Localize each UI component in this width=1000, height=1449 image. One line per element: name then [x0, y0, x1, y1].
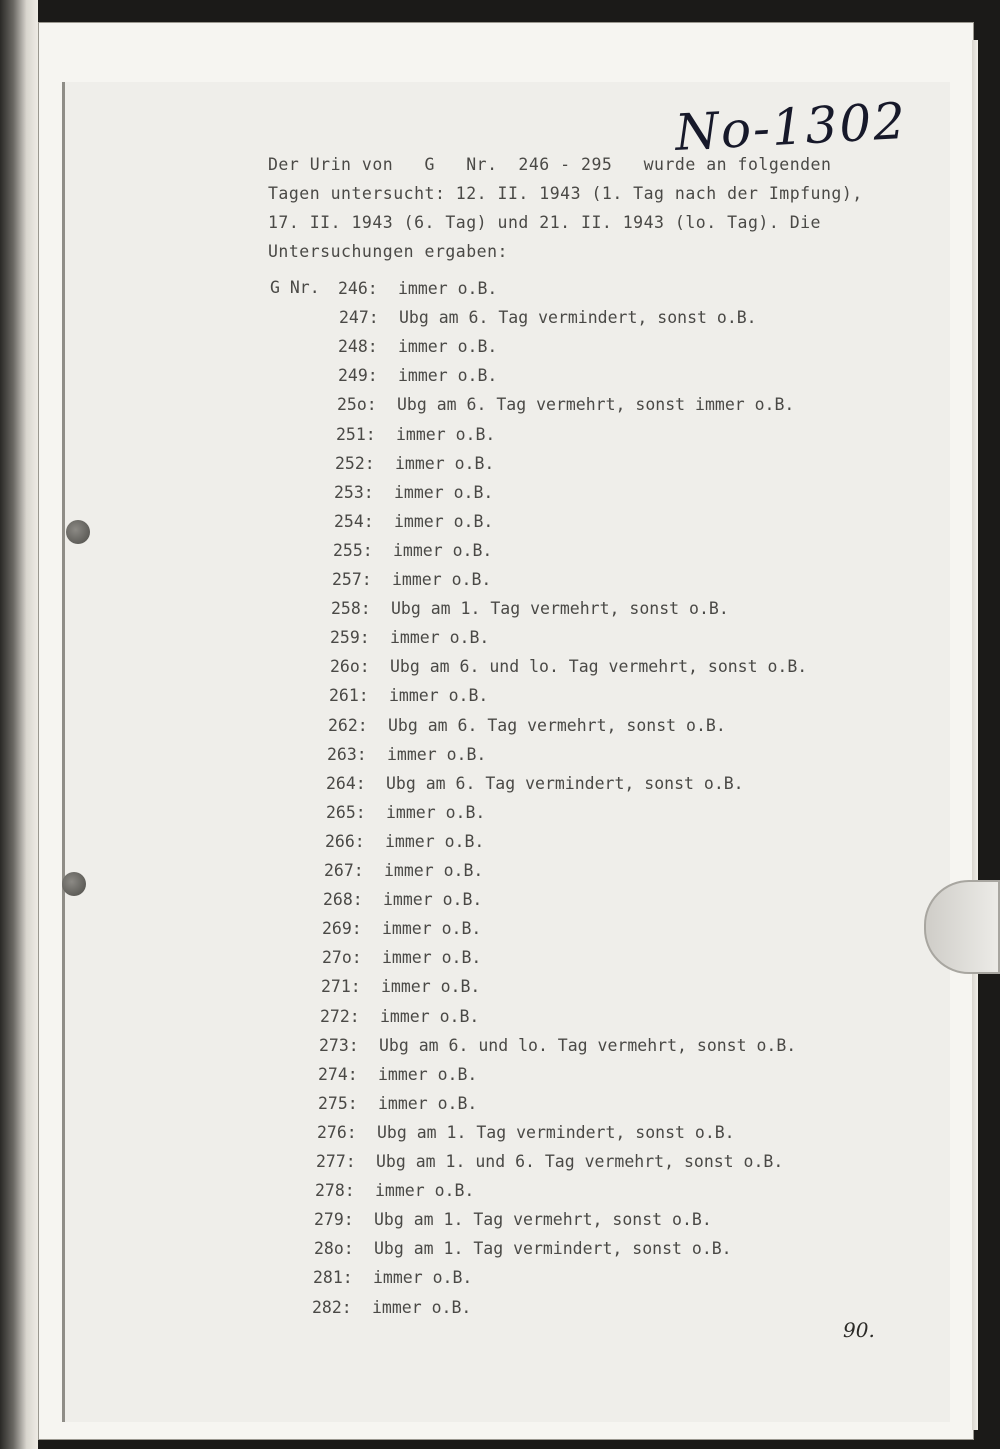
list-item [324, 861, 483, 889]
entry-result: Ubg am 6. Tag vermehrt, sonst immer o.B. [397, 395, 795, 414]
list-item [317, 1123, 735, 1151]
entry-number: 278: [315, 1181, 355, 1200]
entry-result: Ubg am 6. und lo. Tag vermehrt, sonst o.B. [390, 657, 808, 676]
entry-result: immer o.B. [383, 890, 483, 909]
binder-edge [0, 0, 38, 1449]
entry-result: immer o.B. [398, 279, 498, 298]
entry-result: Ubg am 1. Tag vermindert, sonst o.B. [377, 1123, 735, 1142]
list-item [322, 948, 481, 976]
entry-number: 27o: [322, 948, 362, 967]
page-number: 90. [843, 1318, 875, 1342]
entry-result: immer o.B. [395, 454, 495, 473]
entry-number: 261: [329, 686, 369, 705]
list-item [320, 1007, 479, 1035]
intro-line: Tagen untersucht: 12. II. 1943 (1. Tag nach der Impfung), [268, 184, 863, 203]
entry-number: 264: [326, 774, 366, 793]
entry-result: immer o.B. [375, 1181, 475, 1200]
entry-number: 275: [318, 1094, 358, 1113]
entry-result: immer o.B. [382, 948, 482, 967]
entry-number: 267: [324, 861, 364, 880]
list-item [339, 308, 757, 336]
list-item [315, 1181, 474, 1209]
entry-number: 28o: [314, 1239, 354, 1258]
entry-result: immer o.B. [385, 832, 485, 851]
entry-result: immer o.B. [378, 1094, 478, 1113]
entry-result: Ubg am 6. Tag vermehrt, sonst o.B. [388, 716, 726, 735]
intro-line: Untersuchungen ergaben: [268, 242, 508, 261]
list-item [328, 716, 726, 744]
list-item [326, 803, 485, 831]
entry-result: immer o.B. [381, 977, 481, 996]
document-stamp: No-1302 [673, 91, 909, 163]
list-item [323, 890, 482, 918]
entry-number: 265: [326, 803, 366, 822]
entry-number: 253: [334, 483, 374, 502]
entry-number: 246: [338, 279, 378, 298]
entry-result: immer o.B. [390, 628, 490, 647]
list-item [330, 657, 807, 685]
list-item [334, 483, 493, 511]
list-item [329, 686, 488, 714]
list-item [322, 919, 481, 947]
page-stack-edge [972, 40, 978, 1430]
list-item [334, 512, 493, 540]
list-item [327, 745, 486, 773]
entry-number: 272: [320, 1007, 360, 1026]
entry-number: 279: [314, 1210, 354, 1229]
entry-result: immer o.B. [387, 745, 487, 764]
list-item [313, 1268, 472, 1296]
list-item [332, 570, 491, 598]
entry-result: Ubg am 1. Tag vermehrt, sonst o.B. [391, 599, 729, 618]
list-item [338, 366, 497, 394]
entry-result: immer o.B. [372, 1298, 472, 1317]
entry-number: 247: [339, 308, 379, 327]
list-item [318, 1094, 477, 1122]
list-item [338, 279, 497, 307]
list-item [314, 1239, 732, 1267]
entry-number: 255: [333, 541, 373, 560]
entry-result: Ubg am 1. Tag vermehrt, sonst o.B. [374, 1210, 712, 1229]
entry-result: immer o.B. [394, 483, 494, 502]
entry-number: 269: [322, 919, 362, 938]
entry-number: 259: [330, 628, 370, 647]
entry-number: 248: [338, 337, 378, 356]
entry-result: Ubg am 6. Tag vermindert, sonst o.B. [386, 774, 744, 793]
list-item [325, 832, 484, 860]
punch-hole-icon [62, 872, 86, 896]
entry-result: immer o.B. [373, 1268, 473, 1287]
intro-line: 17. II. 1943 (6. Tag) und 21. II. 1943 (lo. Tag). Die [268, 213, 821, 232]
entry-number: 273: [319, 1036, 359, 1055]
entry-result: immer o.B. [393, 541, 493, 560]
entry-number: 274: [318, 1065, 358, 1084]
group-prefix: G Nr. [270, 278, 320, 297]
entry-number: 26o: [330, 657, 370, 676]
list-item [312, 1298, 471, 1326]
list-item [314, 1210, 712, 1238]
list-item [318, 1065, 477, 1093]
entry-result: immer o.B. [392, 570, 492, 589]
entry-result: immer o.B. [396, 425, 496, 444]
entry-number: 277: [316, 1152, 356, 1171]
entry-number: 257: [332, 570, 372, 589]
punch-hole-icon [66, 520, 90, 544]
entry-result: immer o.B. [378, 1065, 478, 1084]
list-item [335, 454, 494, 482]
entry-result: immer o.B. [384, 861, 484, 880]
entry-number: 251: [336, 425, 376, 444]
entry-number: 249: [338, 366, 378, 385]
entry-number: 25o: [337, 395, 377, 414]
list-item [316, 1152, 783, 1180]
entry-number: 252: [335, 454, 375, 473]
list-item [330, 628, 489, 656]
entry-number: 262: [328, 716, 368, 735]
entry-number: 254: [334, 512, 374, 531]
entry-result: immer o.B. [386, 803, 486, 822]
entry-result: immer o.B. [380, 1007, 480, 1026]
entry-result: Ubg am 6. Tag vermindert, sonst o.B. [399, 308, 757, 327]
entry-result: immer o.B. [382, 919, 482, 938]
entry-number: 276: [317, 1123, 357, 1142]
entry-result: immer o.B. [389, 686, 489, 705]
entry-number: 266: [325, 832, 365, 851]
list-item [333, 541, 492, 569]
list-item [336, 425, 495, 453]
entry-number: 281: [313, 1268, 353, 1287]
list-item [338, 337, 497, 365]
entry-result: immer o.B. [398, 337, 498, 356]
intro-line: Der Urin von G Nr. 246 - 295 wurde an folgenden [268, 155, 832, 174]
entry-number: 263: [327, 745, 367, 764]
entry-number: 268: [323, 890, 363, 909]
list-item [319, 1036, 796, 1064]
entry-result: immer o.B. [394, 512, 494, 531]
list-item [321, 977, 480, 1005]
entry-result: Ubg am 1. Tag vermindert, sonst o.B. [374, 1239, 732, 1258]
list-item [337, 395, 794, 423]
list-item [326, 774, 744, 802]
entry-number: 258: [331, 599, 371, 618]
paper-clip-icon [924, 880, 1000, 974]
entry-number: 271: [321, 977, 361, 996]
entry-result: Ubg am 1. und 6. Tag vermehrt, sonst o.B. [376, 1152, 784, 1171]
entry-number: 282: [312, 1298, 352, 1317]
list-item [331, 599, 729, 627]
entry-result: immer o.B. [398, 366, 498, 385]
entry-result: Ubg am 6. und lo. Tag vermehrt, sonst o.B. [379, 1036, 797, 1055]
